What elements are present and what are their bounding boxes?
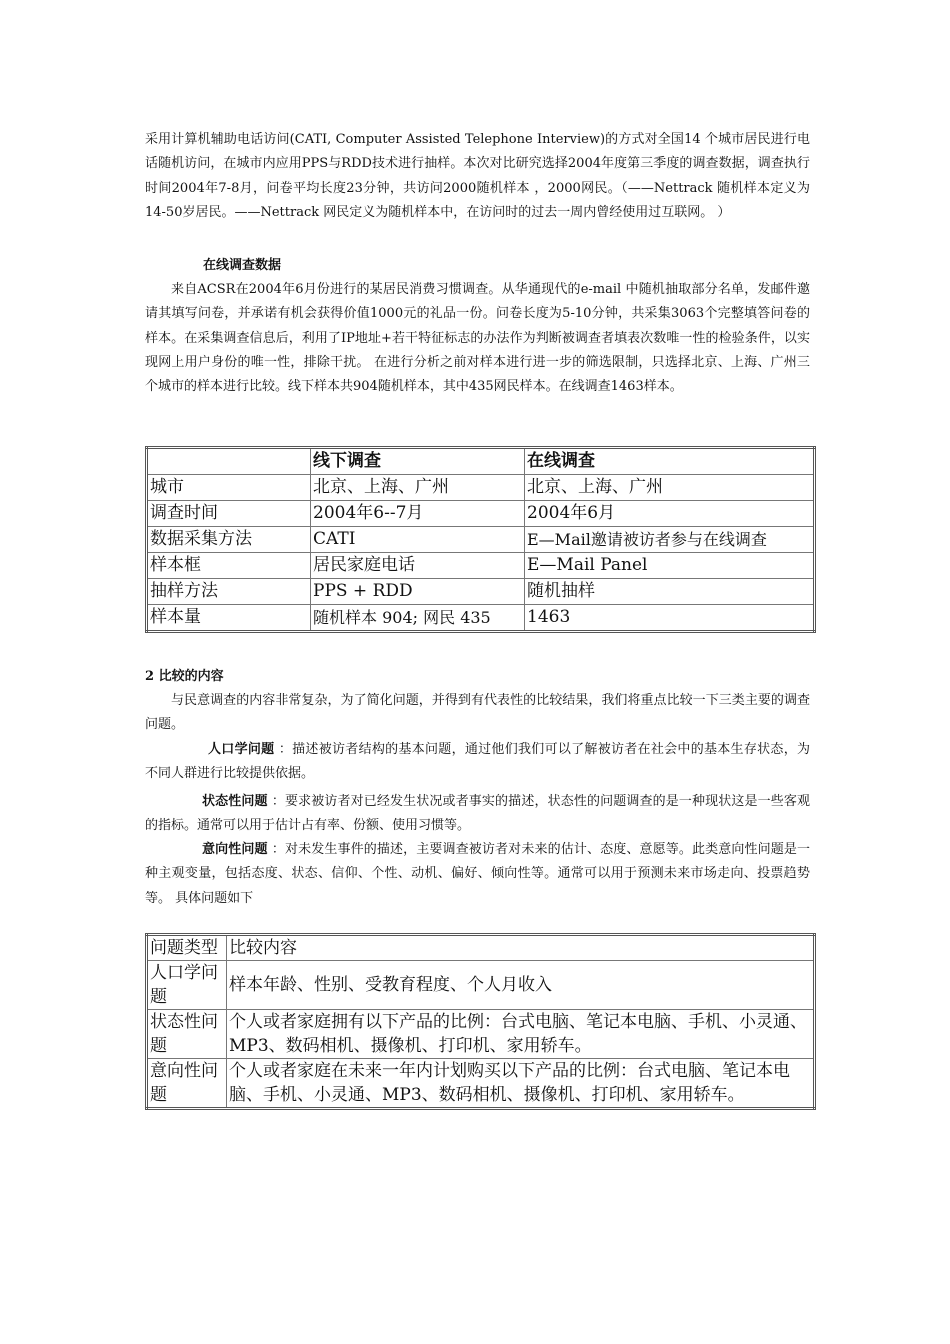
table-row [147, 501, 815, 527]
table-cell: 1463 [525, 605, 815, 632]
table-row [147, 579, 815, 605]
table-row [147, 961, 815, 1010]
table-cell: 样本年龄、性别、受教育程度、个人月收入 [227, 961, 815, 1010]
table-cell: 2004年6--7月 [311, 501, 525, 527]
table-row [147, 1010, 815, 1059]
table-cell: 北京、上海、广州 [525, 475, 815, 501]
table-cell: 随机样本 904; 网民 435 [311, 605, 525, 632]
demographic-question-desc: ：描述被访者结构的基本问题，通过他们我们可以了解被访者在社会中的基本生存状态，为不同人群进行比较提供依据。 [145, 742, 810, 782]
table-cell: 数据采集方法 [147, 527, 311, 553]
table-row [147, 1059, 815, 1109]
survey-comparison-table [145, 446, 816, 633]
table-row [147, 475, 815, 501]
intro-paragraph: 采用计算机辅助电话访问(CATI, Computer Assisted Telephone Interview)的方式对全国14 个城市居民进行电话随机访问，在城市内应用PPS与RDD技术进行抽样。本次对比研究选择2004年度第三季度的调查数据，调查执行时间2004年7-8月，问卷平均长度23分钟，共访问2000随机样本 ，2000网民。（——Nettrack 随机样本定义为14-50岁居民。——Nettrack 网民定义为随机样本中，在访问时的过去一周内曾经使用过互联网。 ） [145, 132, 810, 220]
table-header-cell: 线下调查 [311, 448, 525, 475]
status-question-paragraph [145, 790, 810, 839]
online-survey-paragraph: 来自ACSR在2004年6月份进行的某居民消费习惯调查。从华通现代的e-mail 中随机抽取部分名单，发邮件邀请其填写问卷，并承诺有机会获得价值1000元的礼品一份。问卷长度为5-10分钟，共采集3063个完整填答问卷的样本。在采集调查信息后，利用了IP地址+若干特征标志的办法作为判断被调查者填表次数唯一性的检验条件，以实现网上用户身份的唯一性，排除干扰。 在进行分析之前对样本进行进一步的筛选限制，只选择北京、上海、广州三个城市的样本进行比较。线下样本共904随机样本，其中435网民样本。在线调查1463样本。 [145, 282, 810, 395]
table-cell: 随机抽样 [525, 579, 815, 605]
table-cell: PPS + RDD [311, 579, 525, 605]
table-cell: 意向性问题 [147, 1059, 227, 1109]
table-cell: 2004年6月 [525, 501, 815, 527]
table-cell: 个人或者家庭在未来一年内计划购买以下产品的比例：台式电脑、笔记本电脑、手机、小灵通、MP3、数码相机、摄像机、打印机、家用轿车。 [227, 1059, 815, 1109]
intention-question-term: 意向性问题 [202, 842, 268, 857]
table-cell: 样本量 [147, 605, 311, 632]
table-header-cell [147, 448, 311, 475]
online-survey-heading: 在线调查数据 [203, 258, 282, 273]
table-row [147, 527, 815, 553]
table-cell: 调查时间 [147, 501, 311, 527]
table-cell: E—Mail Panel [525, 553, 815, 579]
demographic-question-term: 人口学问题 [208, 742, 275, 757]
question-comparison-table [145, 933, 816, 1110]
table-row [147, 605, 815, 632]
table-cell: 样本框 [147, 553, 311, 579]
table-header-cell: 在线调查 [525, 448, 815, 475]
section-2-heading: 2 比较的内容 [145, 669, 224, 684]
demographic-question-paragraph [145, 738, 810, 787]
table-row [147, 553, 815, 579]
table-header-cell: 比较内容 [227, 935, 815, 961]
table-cell: 人口学问题 [147, 961, 227, 1010]
table-cell: E—Mail邀请被访者参与在线调查 [525, 527, 815, 553]
status-question-desc: ：要求被访者对已经发生状况或者事实的描述，状态性的问题调查的是一种现状这是一些客观的指标。通常可以用于估计占有率、份额、使用习惯等。 [145, 794, 810, 834]
table-header-row [147, 935, 815, 961]
intention-question-desc: ：对未发生事件的描述，主要调查被访者对未来的估计、态度、意愿等。此类意向性问题是一种主观变量，包括态度、状态、信仰、个性、动机、偏好、倾向性等。通常可以用于预测未来市场走向、投票趋势等。 具体问题如下 [145, 842, 810, 906]
table-cell: 城市 [147, 475, 311, 501]
table-cell: CATI [311, 527, 525, 553]
table-header-row [147, 448, 815, 475]
table-cell: 北京、上海、广州 [311, 475, 525, 501]
table-cell: 状态性问题 [147, 1010, 227, 1059]
table-cell: 居民家庭电话 [311, 553, 525, 579]
intention-question-paragraph [145, 838, 810, 911]
section-2-intro: 与民意调查的内容非常复杂，为了简化问题，并得到有代表性的比较结果，我们将重点比较一下三类主要的调查问题。 [145, 693, 810, 733]
table-cell: 抽样方法 [147, 579, 311, 605]
table-header-cell: 问题类型 [147, 935, 227, 961]
status-question-term: 状态性问题 [202, 794, 268, 809]
table-cell: 个人或者家庭拥有以下产品的比例：台式电脑、笔记本电脑、手机、小灵通、MP3、数码相机、摄像机、打印机、家用轿车。 [227, 1010, 815, 1059]
